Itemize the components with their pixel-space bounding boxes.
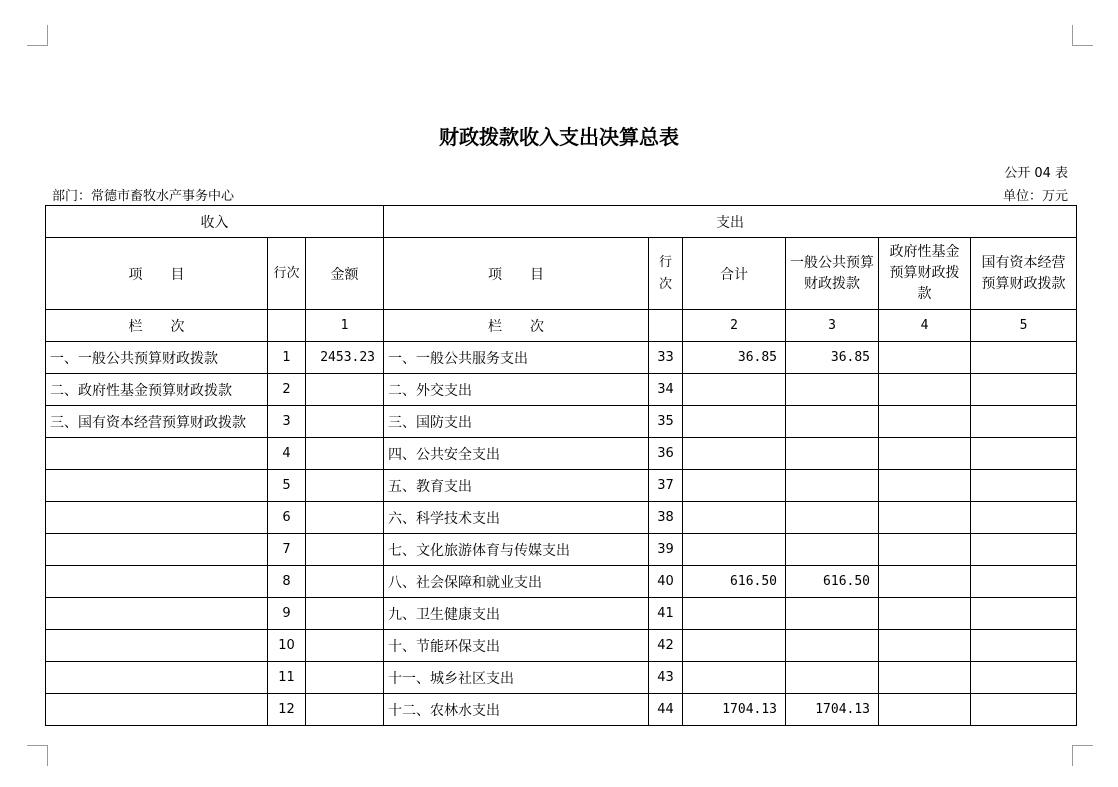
state-capital-cell bbox=[971, 374, 1077, 406]
gov-fund-header: 政府性基金预算财政拨款 bbox=[879, 238, 971, 310]
col-index-cell: 2 bbox=[683, 310, 786, 342]
income-row-no-cell: 5 bbox=[268, 470, 306, 502]
table-number: 公开 04 表 bbox=[1004, 166, 1068, 181]
gov-fund-cell bbox=[879, 438, 971, 470]
column-index-row bbox=[46, 310, 1077, 342]
total-cell: 1704.13 bbox=[683, 694, 786, 726]
table-row bbox=[46, 662, 1077, 694]
amount-cell bbox=[306, 566, 384, 598]
general-cell: 616.50 bbox=[786, 566, 879, 598]
income-row-no-cell: 7 bbox=[268, 534, 306, 566]
state-capital-cell bbox=[971, 598, 1077, 630]
amount-header: 金额 bbox=[306, 238, 384, 310]
income-item-cell bbox=[46, 534, 268, 566]
col-index-label: 栏 次 bbox=[46, 310, 268, 342]
state-capital-cell bbox=[971, 406, 1077, 438]
unit-label: 单位：万元 bbox=[1002, 189, 1068, 204]
income-row-no-cell: 6 bbox=[268, 502, 306, 534]
gov-fund-cell bbox=[879, 470, 971, 502]
income-item-cell bbox=[46, 566, 268, 598]
amount-cell bbox=[306, 662, 384, 694]
expense-item-cell: 十二、农林水支出 bbox=[384, 694, 649, 726]
income-row-no-cell: 11 bbox=[268, 662, 306, 694]
column-header-row bbox=[46, 238, 1077, 310]
total-cell bbox=[683, 406, 786, 438]
total-cell: 36.85 bbox=[683, 342, 786, 374]
gov-fund-cell bbox=[879, 598, 971, 630]
table-row bbox=[46, 566, 1077, 598]
total-cell bbox=[683, 534, 786, 566]
gov-fund-cell bbox=[879, 566, 971, 598]
general-cell: 36.85 bbox=[786, 342, 879, 374]
total-cell bbox=[683, 438, 786, 470]
income-row-no-cell: 12 bbox=[268, 694, 306, 726]
expense-item-cell: 二、外交支出 bbox=[384, 374, 649, 406]
crop-mark-bottom-right bbox=[1072, 745, 1093, 766]
total-cell: 616.50 bbox=[683, 566, 786, 598]
state-capital-cell bbox=[971, 438, 1077, 470]
amount-cell bbox=[306, 598, 384, 630]
expense-item-cell: 七、文化旅游体育与传媒支出 bbox=[384, 534, 649, 566]
income-row-no-cell: 8 bbox=[268, 566, 306, 598]
general-cell bbox=[786, 630, 879, 662]
total-cell bbox=[683, 598, 786, 630]
gov-fund-cell bbox=[879, 662, 971, 694]
income-row-no-cell: 3 bbox=[268, 406, 306, 438]
table-row bbox=[46, 470, 1077, 502]
income-item-cell bbox=[46, 502, 268, 534]
total-cell bbox=[683, 470, 786, 502]
col-index-cell: 4 bbox=[879, 310, 971, 342]
expense-item-cell: 三、国防支出 bbox=[384, 406, 649, 438]
total-cell bbox=[683, 630, 786, 662]
income-item-cell: 二、政府性基金预算财政拨款 bbox=[46, 374, 268, 406]
general-cell bbox=[786, 534, 879, 566]
expense-row-no-cell: 42 bbox=[649, 630, 683, 662]
expense-item-cell: 四、公共安全支出 bbox=[384, 438, 649, 470]
expense-item-cell: 十、节能环保支出 bbox=[384, 630, 649, 662]
expense-row-no-cell: 39 bbox=[649, 534, 683, 566]
amount-cell bbox=[306, 694, 384, 726]
income-item-cell bbox=[46, 470, 268, 502]
state-capital-cell bbox=[971, 534, 1077, 566]
table-row bbox=[46, 630, 1077, 662]
col-index-cell bbox=[649, 310, 683, 342]
crop-mark-top-left bbox=[27, 25, 48, 46]
state-capital-cell bbox=[971, 630, 1077, 662]
expense-row-no-cell: 37 bbox=[649, 470, 683, 502]
expense-row-no-cell: 44 bbox=[649, 694, 683, 726]
amount-cell bbox=[306, 630, 384, 662]
state-capital-cell bbox=[971, 566, 1077, 598]
expense-item-header: 项 目 bbox=[384, 238, 649, 310]
table-row bbox=[46, 374, 1077, 406]
amount-cell bbox=[306, 438, 384, 470]
expense-row-no-cell: 33 bbox=[649, 342, 683, 374]
table-row bbox=[46, 438, 1077, 470]
general-budget-header: 一般公共预算财政拨款 bbox=[786, 238, 879, 310]
amount-cell: 2453.23 bbox=[306, 342, 384, 374]
expense-item-cell: 六、科学技术支出 bbox=[384, 502, 649, 534]
expense-row-no-cell: 36 bbox=[649, 438, 683, 470]
col-index-cell: 5 bbox=[971, 310, 1077, 342]
income-item-cell: 一、一般公共预算财政拨款 bbox=[46, 342, 268, 374]
amount-cell bbox=[306, 406, 384, 438]
income-item-cell bbox=[46, 630, 268, 662]
income-section-header: 收入 bbox=[46, 206, 384, 238]
col-index-cell: 3 bbox=[786, 310, 879, 342]
gov-fund-cell bbox=[879, 534, 971, 566]
income-item-cell bbox=[46, 662, 268, 694]
income-item-cell: 三、国有资本经营预算财政拨款 bbox=[46, 406, 268, 438]
page-title: 财政拨款收入支出决算总表 bbox=[439, 125, 679, 149]
general-cell: 1704.13 bbox=[786, 694, 879, 726]
state-capital-cell bbox=[971, 662, 1077, 694]
gov-fund-cell bbox=[879, 342, 971, 374]
general-cell bbox=[786, 502, 879, 534]
income-row-no-cell: 4 bbox=[268, 438, 306, 470]
expense-row-no-cell: 38 bbox=[649, 502, 683, 534]
crop-mark-top-right bbox=[1072, 25, 1093, 46]
income-row-no-cell: 2 bbox=[268, 374, 306, 406]
expense-row-no-cell: 34 bbox=[649, 374, 683, 406]
table-row bbox=[46, 342, 1077, 374]
expense-item-cell: 一、一般公共服务支出 bbox=[384, 342, 649, 374]
table-row bbox=[46, 406, 1077, 438]
table-row bbox=[46, 502, 1077, 534]
state-capital-cell bbox=[971, 342, 1077, 374]
expense-row-no-cell: 43 bbox=[649, 662, 683, 694]
col-index-label: 栏 次 bbox=[384, 310, 649, 342]
expense-row-no-header: 行次 bbox=[649, 238, 683, 310]
expense-item-cell: 十一、城乡社区支出 bbox=[384, 662, 649, 694]
state-capital-header: 国有资本经营预算财政拨款 bbox=[971, 238, 1077, 310]
income-row-no-header: 行次 bbox=[268, 238, 306, 310]
table-row bbox=[46, 694, 1077, 726]
gov-fund-cell bbox=[879, 502, 971, 534]
income-row-no-cell: 1 bbox=[268, 342, 306, 374]
total-header: 合计 bbox=[683, 238, 786, 310]
state-capital-cell bbox=[971, 502, 1077, 534]
expense-item-cell: 九、卫生健康支出 bbox=[384, 598, 649, 630]
state-capital-cell bbox=[971, 694, 1077, 726]
state-capital-cell bbox=[971, 470, 1077, 502]
expense-row-no-cell: 35 bbox=[649, 406, 683, 438]
income-item-header: 项 目 bbox=[46, 238, 268, 310]
income-row-no-cell: 9 bbox=[268, 598, 306, 630]
gov-fund-cell bbox=[879, 630, 971, 662]
expense-section-header: 支出 bbox=[384, 206, 1077, 238]
general-cell bbox=[786, 598, 879, 630]
general-cell bbox=[786, 662, 879, 694]
gov-fund-cell bbox=[879, 694, 971, 726]
amount-cell bbox=[306, 470, 384, 502]
income-item-cell bbox=[46, 438, 268, 470]
general-cell bbox=[786, 438, 879, 470]
amount-cell bbox=[306, 374, 384, 406]
total-cell bbox=[683, 502, 786, 534]
amount-cell bbox=[306, 534, 384, 566]
expense-item-cell: 八、社会保障和就业支出 bbox=[384, 566, 649, 598]
total-cell bbox=[683, 662, 786, 694]
section-header-row bbox=[46, 206, 1077, 238]
department-label: 部门：常德市畜牧水产事务中心 bbox=[52, 189, 235, 204]
income-item-cell bbox=[46, 598, 268, 630]
expense-row-no-cell: 41 bbox=[649, 598, 683, 630]
gov-fund-cell bbox=[879, 406, 971, 438]
gov-fund-cell bbox=[879, 374, 971, 406]
income-item-cell bbox=[46, 694, 268, 726]
col-index-cell: 1 bbox=[306, 310, 384, 342]
general-cell bbox=[786, 470, 879, 502]
table-row bbox=[46, 598, 1077, 630]
crop-mark-bottom-left bbox=[27, 745, 48, 766]
general-cell bbox=[786, 374, 879, 406]
expense-item-cell: 五、教育支出 bbox=[384, 470, 649, 502]
total-cell bbox=[683, 374, 786, 406]
income-row-no-cell: 10 bbox=[268, 630, 306, 662]
col-index-cell bbox=[268, 310, 306, 342]
table-row bbox=[46, 534, 1077, 566]
fiscal-appropriation-table bbox=[45, 205, 1077, 726]
amount-cell bbox=[306, 502, 384, 534]
general-cell bbox=[786, 406, 879, 438]
expense-row-no-cell: 40 bbox=[649, 566, 683, 598]
